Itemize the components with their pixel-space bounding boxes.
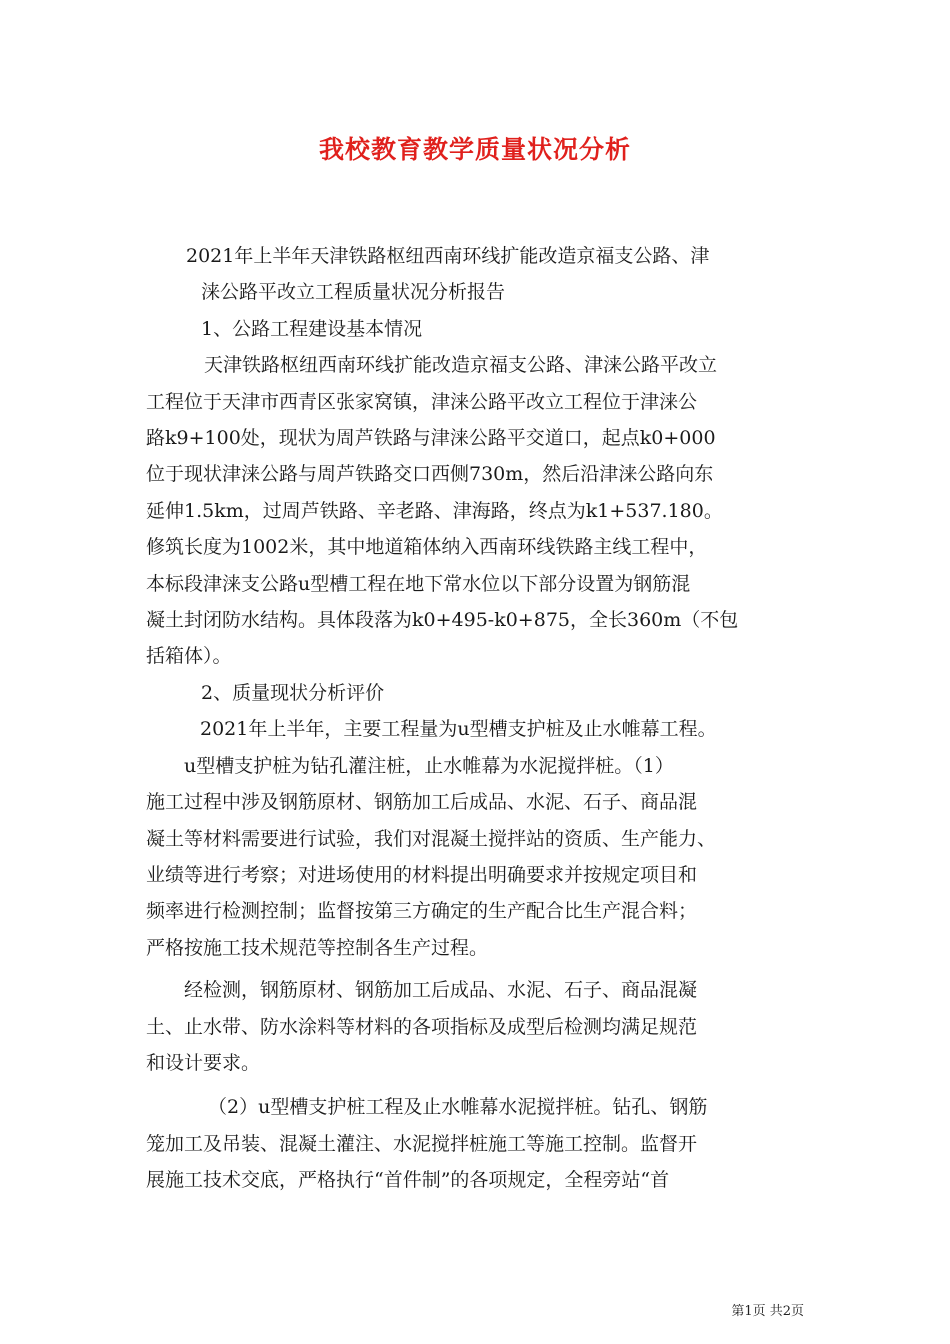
page-title: 我校教育教学质量状况分析 <box>318 135 631 164</box>
paragraph-test-results: 经检测，钢筋原材、钢筋加工后成品、水泥、石子、商品混凝 土、止水带、防水涂料等材料的各项指标及成型后检测均满足规范 和设计要求。 <box>146 979 698 1074</box>
page-number: 第1页 共2页 <box>731 1304 804 1319</box>
section-heading-2: 2、质量现状分析评价 <box>201 681 385 704</box>
paragraph-construction-control: （2）u型槽支护桩工程及止水帷幕水泥搅拌桩。钻孔、钢筋 笼加工及吊装、混凝土灌注、水泥搅拌桩施工等施工控制。监督开 展施工技术交底，严格执行“首件制”的各项规定，全程旁站“首 <box>146 1096 708 1192</box>
paragraph-workload: 2021年上半年，主要工程量为u型槽支护桩及止水帷幕工程。 <box>200 718 717 741</box>
paragraph-pile-intro: u型槽支护桩为钻孔灌注桩，止水帷幕为水泥搅拌桩。（1） 施工过程中涉及钢筋原材、钢筋加工后成品、水泥、石子、商品混 凝土等材料需要进行试验，我们对混凝土搅拌站的资质、生产能力、 业绩等进行考察；对进场使用的材料提出明确要求并按规定项目和 频率进行检测控制；监督按第三方确定的生产配合比生产混合料； 严格按施工技术规范等控制各生产过程。 <box>146 754 717 959</box>
report-heading-line-2: 涞公路平改立工程质量状况分析报告 <box>201 281 506 304</box>
section-heading-1: 1、公路工程建设基本情况 <box>201 317 423 340</box>
report-heading-line-1: 2021年上半年天津铁路枢纽西南环线扩能改造京福支公路、津 <box>186 245 710 267</box>
document-body <box>146 238 826 1199</box>
paragraph-basic-info: 天津铁路枢纽西南环线扩能改造京福支公路、津涞公路平改立 工程位于天津市西青区张家窝镇，津涞公路平改立工程位于津涞公 路k9+100处，现状为周芦铁路与津涞公路平交道口，起点k0+000 位于现状津涞公路与周芦铁路交口西侧730m，然后沿津涞公路向东 延伸1.5km，过周芦铁路、辛老路、津海路，终点为k1+537.180。 修筑长度为1002米，其中地道箱体纳入西南环线铁路主线工程中， 本标段津涞支公路u型槽工程在地下常水位以下部分设置为钢筋混 凝土封闭防水结构。具体段落为k0+495-k0+875，全长360m（不包 括箱体）。 <box>146 354 739 668</box>
